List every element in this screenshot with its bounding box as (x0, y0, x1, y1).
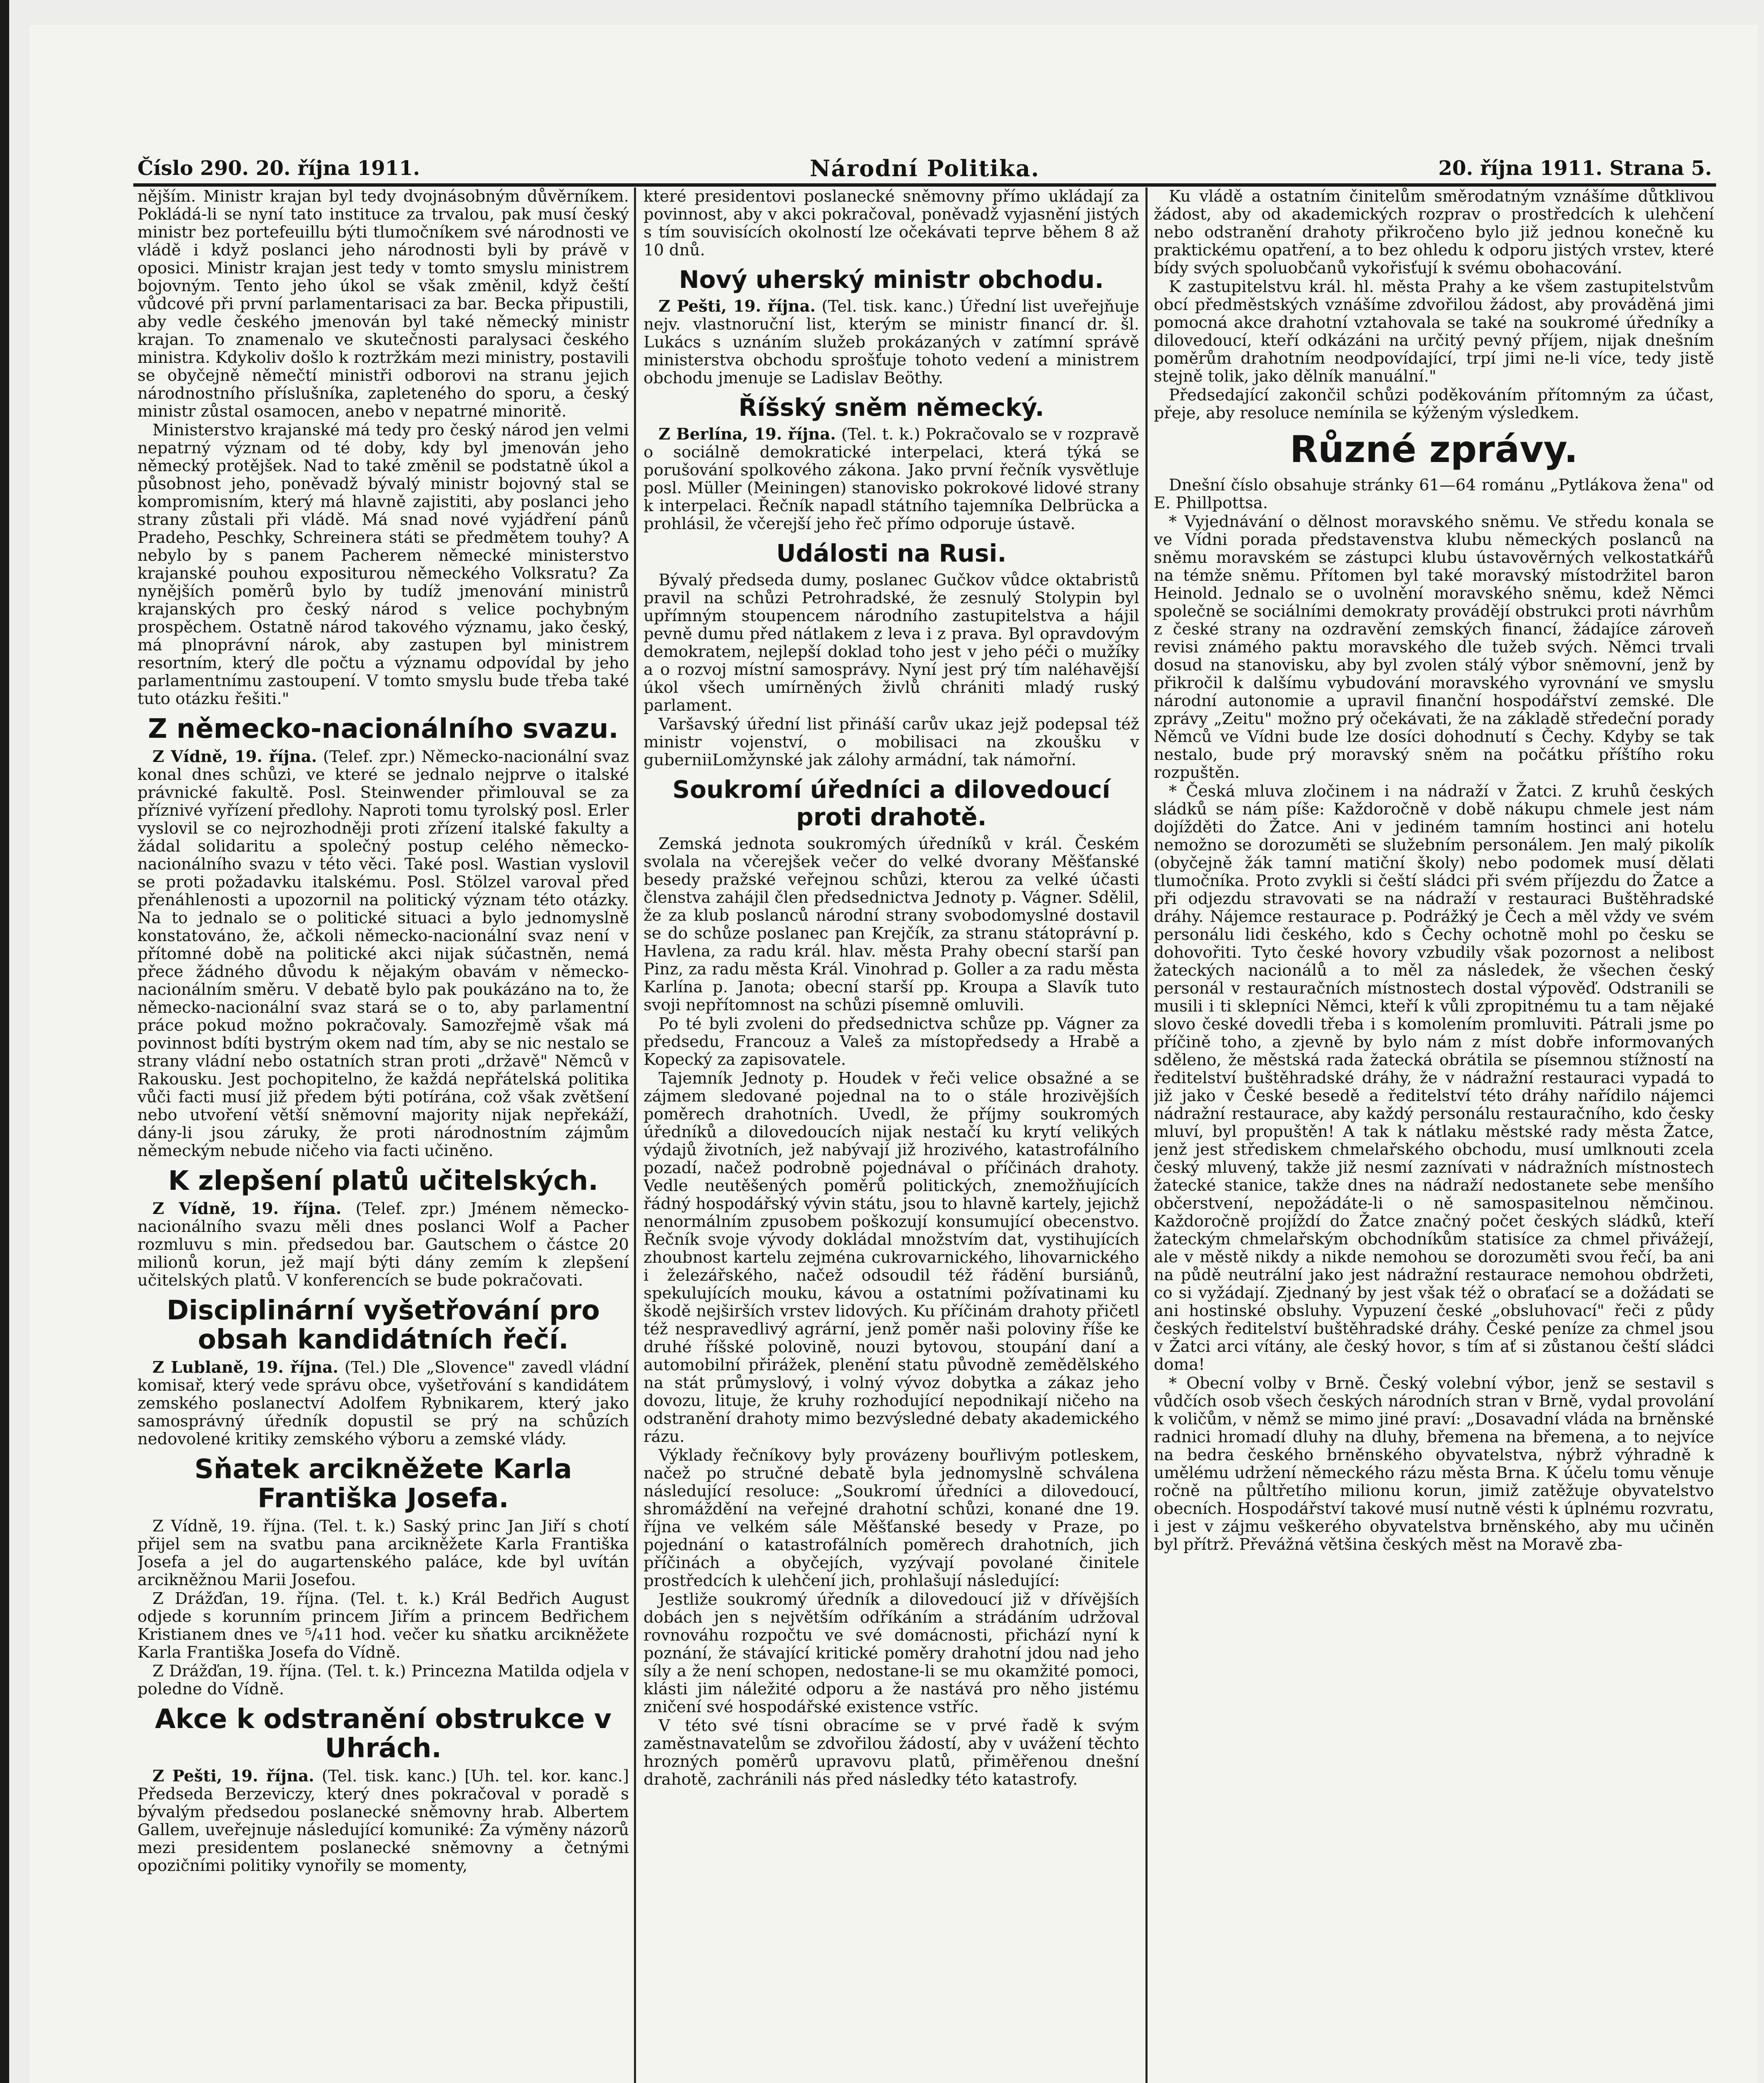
news-item: * Vyjednávání o dělnost moravského sněmu. Ve středu konala se ve Vídni porada představenstva klubu německých poslanců na sněmu moravském se zástupci klubu ústavověrných velkostatkářů na témže sněmu. Přítomen byl také moravský místodržitel baron Heinold. Jednalo se o uvolnění moravského sněmu, kdež Němci společně se sociálními demokraty provádějí obstrukci proti návrhům z české strany na ozdravění zemských financí, žádajíce zároveň revisi známého paktu moravského dle tužeb svých. Němci trvali dosud na stanovisku, aby byl zvolen stálý výbor sněmovní, jenž by přikročil k dalšímu vybudování moravského vyrovnání ve smyslu národní autonomie a upravil finanční hospodářství zemské. Dle zprávy „Zeitu" možno prý očekávati, že na základě středeční porady Němců ve Vídni bude lze dosíci dohodnutí s Čechy. Kdyby se tak nestalo, bude prý moravský sněm na počátku příštího roku rozpuštěn. (1154, 512, 1714, 782)
article-headline: Říšský sněm německý. (739, 393, 1044, 422)
news-item: * Obecní volby v Brně. Český volební výbor, jenž se sestavil s vůdčích osob všech českých národních stran v Brně, vydal provolání k voličům, v němž se mimo jiné praví: „Dosavadní vláda na brněnské radnici hromadí dluhy na dluhy, břemena na břemena, a to nejvíce na bedra českého brněnského obyvatelstva, nýbrž výhradně k umělému udržení německého rázu města Brna. K účelu tomu věnuje ročně na půltřetího milionu korun, jimiž zatěžuje obyvatelstvo obecních. Hospodářství takové musí nutně vésti k úplnému rozvratu, i jest v zájmu veškerého obyvatelstva brněnského, aby mu učiněn byl přítrž. Převážná většina českých měst na Moravě zba- (1154, 1374, 1714, 1554)
article-headline: Nový uherský ministr obchodu. (679, 265, 1104, 294)
column-divider-1 (634, 187, 636, 2083)
article-dateline: Z Vídně, 19. října. (152, 1199, 342, 1218)
article-paragraph: Jestliže soukromý úředník a dilovedoucí již v dřívějších dobách jen s největším odříkáním a strádáním udržoval rovnováhu rozpočtu ve své domácnosti, přichází nyní k poznání, že stávající kritické poměry drahotní jdou nad jeho síly a že není schopen, nedostane-li se mu okamžité pomoci, klásti jim náležité odporu a že nastává pro něho jistému zničení své hospodářské existence vstříc. (644, 1590, 1139, 1716)
column-1-intro-1: nějším. Ministr krajan byl tedy dvojnásobným důvěrníkem. Pokládá-li se nyní tato instituce za trvalou, pak musí český ministr bez portefeuillu býti tlumočníkem své národnosti ve vládě i když poslanci jeho národnosti byli by právě v oposici. Ministr krajan jest tedy v tomto smyslu ministrem bojovným. Tento jeho úkol se však změnil, když čeští vůdcové při první parlamentarisaci za bar. Becka připustili, aby vedle českého jmenován byl také německý ministr krajan. To znamenalo ve skutečnosti paralysaci českého ministra. Kdykoliv došlo k roztržkám mezi ministry, postavili se obyčejně němečtí ministři odborovi na stranu jejich národnostního příslušníka, zapleteného do sporu, a český ministr zůstal osamocen, anebo v nepatrné minoritě. (137, 187, 629, 421)
news-item: * Česká mluva zločinem i na nádraží v Žatci. Z kruhů českých sládků se nám píše: Každoročně v době nákupu chmele jest nám dojížděti do Žatce. Ani v jediném tamním hostinci ani hotelu nemožno se dorozuměti se služebním personálem. Jen malý pikolík (obyčejně žák tamní matiční školy) nebo podomek musí dělati tlumočníka. Proto zvykli si čeští sládci při svém příjezdu do Žatce a při odjezdu stravovati se na nádraží v restauraci Buštěhradské dráhy. Nájemce restaurace p. Podrážký je Čech a měl vždy ve svém personálu lidi českého, kdo s Čechy ochotně mohl po česku se dohovořiti. Tyto české hovory vzbudily však pozornost a nelibost žateckých nacionálů a to měl za následek, že všechen český personál v restauračních místnostech dostal výpověď. Odstranili se musili i ti sklepníci Němci, kteří k vůli zpropitnému tu a tam nějaké slovo české dovedli třeba i s komolením promluviti. Pátrali jsme po příčině toho, a zjevně by bylo nám z míst dobře informovaných sděleno, že městská rada žatecká obrátila se písemnou stížností na ředitelství buštěhradské dráhy, že v nádražní restauraci vypadá to již jako v České besedě a ředitelství této dráhy nařídilo nájemci nádražní restaurace, aby každý personálu restauračního, kdo česky mluví, byl propuštěn! A tak k nátlaku městské rady města Žatce, jenž jest střediskem chmelařského obchodu, musí umlknouti zcela český mluvený, takže již nesmí zaznívati v nádražních místnostech žatecké stanice, takže dnes na nádraží nedostanete sebe menšího občerstvení, nepožádáte-li o ně samospasitelnou němčinou. Každoročně projíždí do Žatce značný počet českých sládků, kteří žateckým chmelařským obchodníkům statisíce za chmel přivážejí, ale v městě nikdy a nikde nemohou se dorozuměti svou řečí, ba ani na půdě neutrální jako jest nádražní restaurace nemohou obdržeti, co si vyžádají. Zjednaný by jest však též o obraťací se a dožádati se ani hostinské obsluhy. Vypuzení české „obsluhovací" řeči z půdy českých ředitelství buštěhradské dráhy. České peníze za chmel jsou v Žatci arci vítány, ale český hovor, s tím ať si zůstanou čeští sládci doma! (1154, 782, 1714, 1374)
article-dateline: Z Vídně, 19. října. (152, 747, 317, 766)
article-body: (Tel. tisk. kanc.) [Uh. tel. kor. kanc.] Předseda Berzeviczy, který dnes pokračoval v poradě s bývalým předsedou poslanecké sněmovny hrab. Albertem Gallem, uveřejnuje následující komuniké: Za výměny názorů mezi presidentem poslanecké sněmovny a četnými opozičními politiky vynořily se momenty, (137, 1767, 629, 1875)
article-paragraph: Varšavský úřední list přináší carův ukaz jejž podepsal též ministr vojenství, o mobilisaci na zkoušku v guberniiLomžynské jak zálohy armádní, tak námořní. (644, 715, 1139, 769)
article-paragraph: Výklady řečníkovy byly provázeny bouřlivým potleskem, načež po stručné debatě byla jednomyslně schválena následující resoluce: „Soukromí úředníci a dilovedoucí, shromáždění na veřejné drahotní schůzi, konané dne 19. října ve velkém sále Měšťanské besedy v Praze, po pojednání o katastrofálních poměrech drahotních, jich příčinách a obyčejích, vyzývají povolané činitele prostředcích k ulehčení jich, prohlašují následující: (644, 1446, 1139, 1590)
article-paragraph: Z Vídně, 19. října. (Tel. t. k.) Saský princ Jan Jiří s chotí přijel sem na svatbu pana arcikněžete Karla Františka Josefa a jel do augartenského paláce, kde byl uvítán arcikněžnou Marii Josefou. (137, 1517, 629, 1589)
article-paragraph: V této své tísni obracíme se v prvé řadě k svým zaměstnavatelům se zdvořilou žádostí, aby v uvážení těchto hrozných poměrů upravovu platů, přiměřenou dnešní drahotě, zachránili nás před následky této katastrofy. (644, 1716, 1139, 1789)
column-divider-2 (1145, 187, 1148, 2083)
article-dateline: Z Berlína, 19. října. (659, 425, 836, 444)
article-paragraph: Z Drážďan, 19. října. (Tel. t. k.) Princezna Matilda odjela v poledne do Vídně. (137, 1662, 629, 1698)
article-paragraph: Z Drážďan, 19. října. (Tel. t. k.) Král Bedřich August odjede s korunním princem Jiřím a princem Bedřichem Kristianem dnes ve ⁵/₄11 hod. večer ku sňatku arcikněžete Karla Františka Josefa do Vídně. (137, 1589, 629, 1662)
article-paragraph: Tajemník Jednoty p. Houdek v řeči velice obsažné a se zájmem sledované pojednal na to o stále hrozivějších poměrech drahotních. Uvedl, že příjmy soukromých úředníků a dilovedoucích nijak nestačí ku krytí velikých výdajů životních, jež nabývají již hrozivého, katastrofálního pozadí, načež podrobně pojednával o příčinách drahoty. Vedle neutěšených poměrů politických, znemožňujících řádný hospodářský vývin státu, jsou to hlavně kartely, jejichž nenormálním zpusobem poškozují konsumující obecenstvo. Řečník svoje vývody dokládal množstvím dat, vystihujících zhoubnost kartelu zejména cukrovarnického, lihovarnického i železářského, načež odsoudil též řádění bursiánů, spekulujících mouku, kávou a ostatními požívatinami ku škodě nejširších vrstev lidových. Ku příčinám drahoty přičetl též nespravedlivý agrární, jenž poměr naši poloviny říše ke druhé říšské polovině, nouzi bytovou, stoupání daní a automobilní přirážek, plenění statu původně zemědělského na stát průmyslový, i volný vývoz dobytka a zákaz jeho dovozu, lituje, že kruhy rozhodující nepodnikají ničeho na odstranění drahoty mimo bezvýsledné debaty akademického rázu. (644, 1069, 1139, 1446)
article-headline: Soukromí úředníci a dilovedoucí proti drahotě. (672, 775, 1110, 831)
issue-number: Číslo 290. 20. října 1911. (137, 157, 420, 180)
article-body: (Tel.) Dle „Slovence" zavedl vládní komisař, který vede správu obce, vyšetřování s kandidátem zemského poslanectví Adolfem Rybnikarem, který jako samosprávný úředník dopustil se prý na schůzích nedovolené kritiky zemského výboru a zemské vlády. (137, 1358, 629, 1449)
article-headline: Disciplinární vyšetřování pro obsah kandidátních řečí. (167, 1295, 600, 1355)
column-2-intro: které presidentovi poslanecké sněmovny přímo ukládají za povinnost, aby v akci pokračoval, poněvadž vyjasnění jistých s tím souvisících okolností lze očekávati teprve během 8 až 10 dnů. (644, 187, 1139, 260)
column-1-intro-2: Ministerstvo krajanské má tedy pro český národ jen velmi nepatrný význam od té doby, kdy byl jmenován jeho německý protějšek. Nad to také změnil se podstatně úkol a působnost jeho, poněvadž bývalý ministr bojovný stal se kompromisním, který má hlavně zajistiti, aby poslanci jeho strany zůstali při vládě. Má snad nové vyjádření pánů Pradeho, Peschky, Schreinera státi se předmětem touhy? A nebylo by s panem Pacherem německé ministerstvo krajanské pouhou expositurou německého Volksratu? Za nynějších poměrů bylo by tudíž jmenování ministrů krajanských pro český národ s velice pochybným prospěchem. Ostatně národ takového významu, jako český, má plnoprávní nárok, aby zastupen byl ministrem resortním, který dle počtu a významu odpovídal by jeho parlamentnímu zastoupení. V tomto smyslu bude třeba také tuto otázku řešiti." (137, 421, 629, 708)
article-body: (Telef. zpr.) Německo-nacionální svaz konal dnes schůzi, ve které se jednalo nejprve o italské právnické fakultě. Posl. Steinwender přimlouval se za příznivé vyřízení předlohy. Naproti tomu tyrolský posl. Erler vyslovil se co nejrozhodněji proti zřízení italské fakulty a žádal solidaritu a společný postup celého německo-nacionálního svazu v této věci. Také posl. Wastian vyslovil se proti požadavku italskému. Posl. Stölzel varoval před přenáhlenosti a upozornil na politický význam této otázky. Na to jednalo se o politické situaci a bylo jednomyslně konstatováno, že, ačkoli německo-nacionální svaz není v přítomné době na politické akci nijak súčastněn, nemá přece žádného důvodu k nějakým obavám v německo-nacionálním směru. V debatě bylo pak poukázáno na to, že německo-nacionální svaz stará se o to, aby parlamentní práce pokud možno pokračovaly. Samozřejmě však má povinnost bdíti bystrým okem nad tím, aby se nic nestalo se strany vládní nebo ostatních stran proti „državě" Němců v Rakousku. Jest pochopitelno, že každá nepřátelská politika vůči facti musí již předem býti potírána, což však zvětšení nebo utvoření větší sněmovní majority nijak nepřekáží, dány-li jsou záruky, že proti národnostním zájmům německým nebude ničeho via facti učiněno. (137, 747, 629, 1160)
article-headline: Akce k odstranění obstrukce v Uhrách. (155, 1704, 612, 1764)
column-2 (644, 187, 1139, 2083)
article-headline: Z německo-nacionálního svazu. (148, 714, 619, 744)
column-3 (1154, 187, 1714, 2083)
scan-edge (0, 0, 9, 2083)
column-3-intro-1: Ku vládě a ostatním činitelům směrodatným vznášíme důtklivou žádost, aby od akademických rozprav o prostředcích k ulehčení nebo odstranění drahoty přikročeno bylo již jednou konečně ku praktickému opatření, a to bez ohledu k odporu jistých vrstev, které bídy svých spoluobčanů vykořisťují k svému obohacování. (1154, 187, 1714, 277)
article-body: (Tel. tisk. kanc.) Úřední list uveřejňuje nejv. vlastnoruční list, kterým se ministr financí dr. šl. Lukács s uznáním služeb prokázaných v zatímní správě ministerstva obchodu sprošťuje tohoto vedení a ministrem obchodu jmenuje se Ladislav Beöthy. (644, 297, 1139, 387)
article-paragraph: Bývalý předseda dumy, poslanec Gučkov vůdce oktabristů pravil na schůzi Petrohradské, že zesnulý Stolypin byl upřímným stoupencem národního zastupitelstva a hájil pevně dumu před nátlakem z leva i z prava. Byl opravdovým demokratem, nejlepší doklad toho jest v jeho péči o mužíky a o rozvoj místní samosprávy. Nyní jest prý tím naléhavější úkol všech umírněných živlů chrániti mladý ruský parlament. (644, 571, 1139, 715)
article-headline: Události na Rusi. (776, 539, 1007, 567)
section-headline: Různé zprávy. (1290, 428, 1578, 471)
article-dateline: Z Pešti, 19. října. (659, 297, 816, 316)
column-3-intro-2: K zastupitelstvu král. hl. města Prahy a ke všem zastupitelstvům obcí předměstských vznášíme zdvořilou žádost, aby prováděná jimi pomocná akce drahotní vztahovala se také na soukromé úředníky a dilovedoucí, kteří odkázáni na určitý pevný příjem, nijak dnešním poměrům drahotním neodpovídající, trpí jimi ne-li více, tedy jistě stejně tolik, jako dělník manuální." (1154, 277, 1714, 386)
column-3-intro-3: Předsedající zakončil schůzi poděkováním přítomným za účast, přeje, aby resoluce nemínila se kýženým výsledkem. (1154, 386, 1714, 422)
article-paragraph: Zemská jednota soukromých úředníků v král. Českém svolala na včerejšek večer do velké dvorany Měšťanské besedy pražské veřejnou schůzi, kterou za velké účasti členstva zahájil člen předsednictva Jednoty p. Vágner. Sdělil, že za klub poslanců národní strany svobodomyslné dostavil se do schůze poslanec pan Krejčík, za stranu státoprávní p. Havlena, za radu král. hlav. města Prahy obecní starší pan Pinz, za radu města Král. Vinohrad p. Goller a za radu města Karlína p. Janota; obecní starší pp. Kroupa a Slavík tuto svoji nepřítomnost na schůzi písemně omluvili. (644, 834, 1139, 1014)
masthead (137, 155, 1712, 182)
article-headline: Sňatek arcikněžete Karla Františka Josefa. (194, 1454, 572, 1514)
article-body: (Telef. zpr.) Jménem německo-nacionálního svazu měli dnes poslanci Wolf a Pacher rozmluvu s min. předsedou bar. Gautschem o částce 20 milionů korun, jež mají býti dány zemím k zlepšení učitelských platů. V konferencích se bude pokračovati. (137, 1199, 629, 1290)
article-dateline: Z Lublaně, 19. října. (152, 1358, 339, 1377)
article-dateline: Z Pešti, 19. října. (152, 1767, 314, 1786)
article-body: (Tel. t. k.) Pokračovalo se v rozpravě o sociálně demokratické interpelaci, která týká se porušování spolkového zákona. Jako první řečník vysvětluje posl. Müller (Meiningen) stanovisko pokrokové lidové strany k interpelaci. Řečník napadl státního tajemníka Delbrücka a prohlásil, že včerejší jeho řeč přímo odporuje ústavě. (644, 425, 1139, 533)
article-headline: K zlepšení platů učitelských. (168, 1166, 599, 1196)
serial-notice: Dnešní číslo obsahuje stránky 61—64 románu „Pytlákova žena" od E. Phillpottsa. (1154, 476, 1714, 512)
masthead-rule (133, 183, 1716, 187)
newspaper-title: Národní Politika. (809, 155, 1040, 182)
article-paragraph: Po té byli zvoleni do předsednictva schůze pp. Vágner za předsedu, Francouz a Valeš za místopředsedy a Hrabě a Kopecký za zapisovatele. (644, 1014, 1139, 1069)
column-1 (137, 187, 629, 2083)
date-and-page: 20. října 1911. Strana 5. (1438, 157, 1712, 180)
